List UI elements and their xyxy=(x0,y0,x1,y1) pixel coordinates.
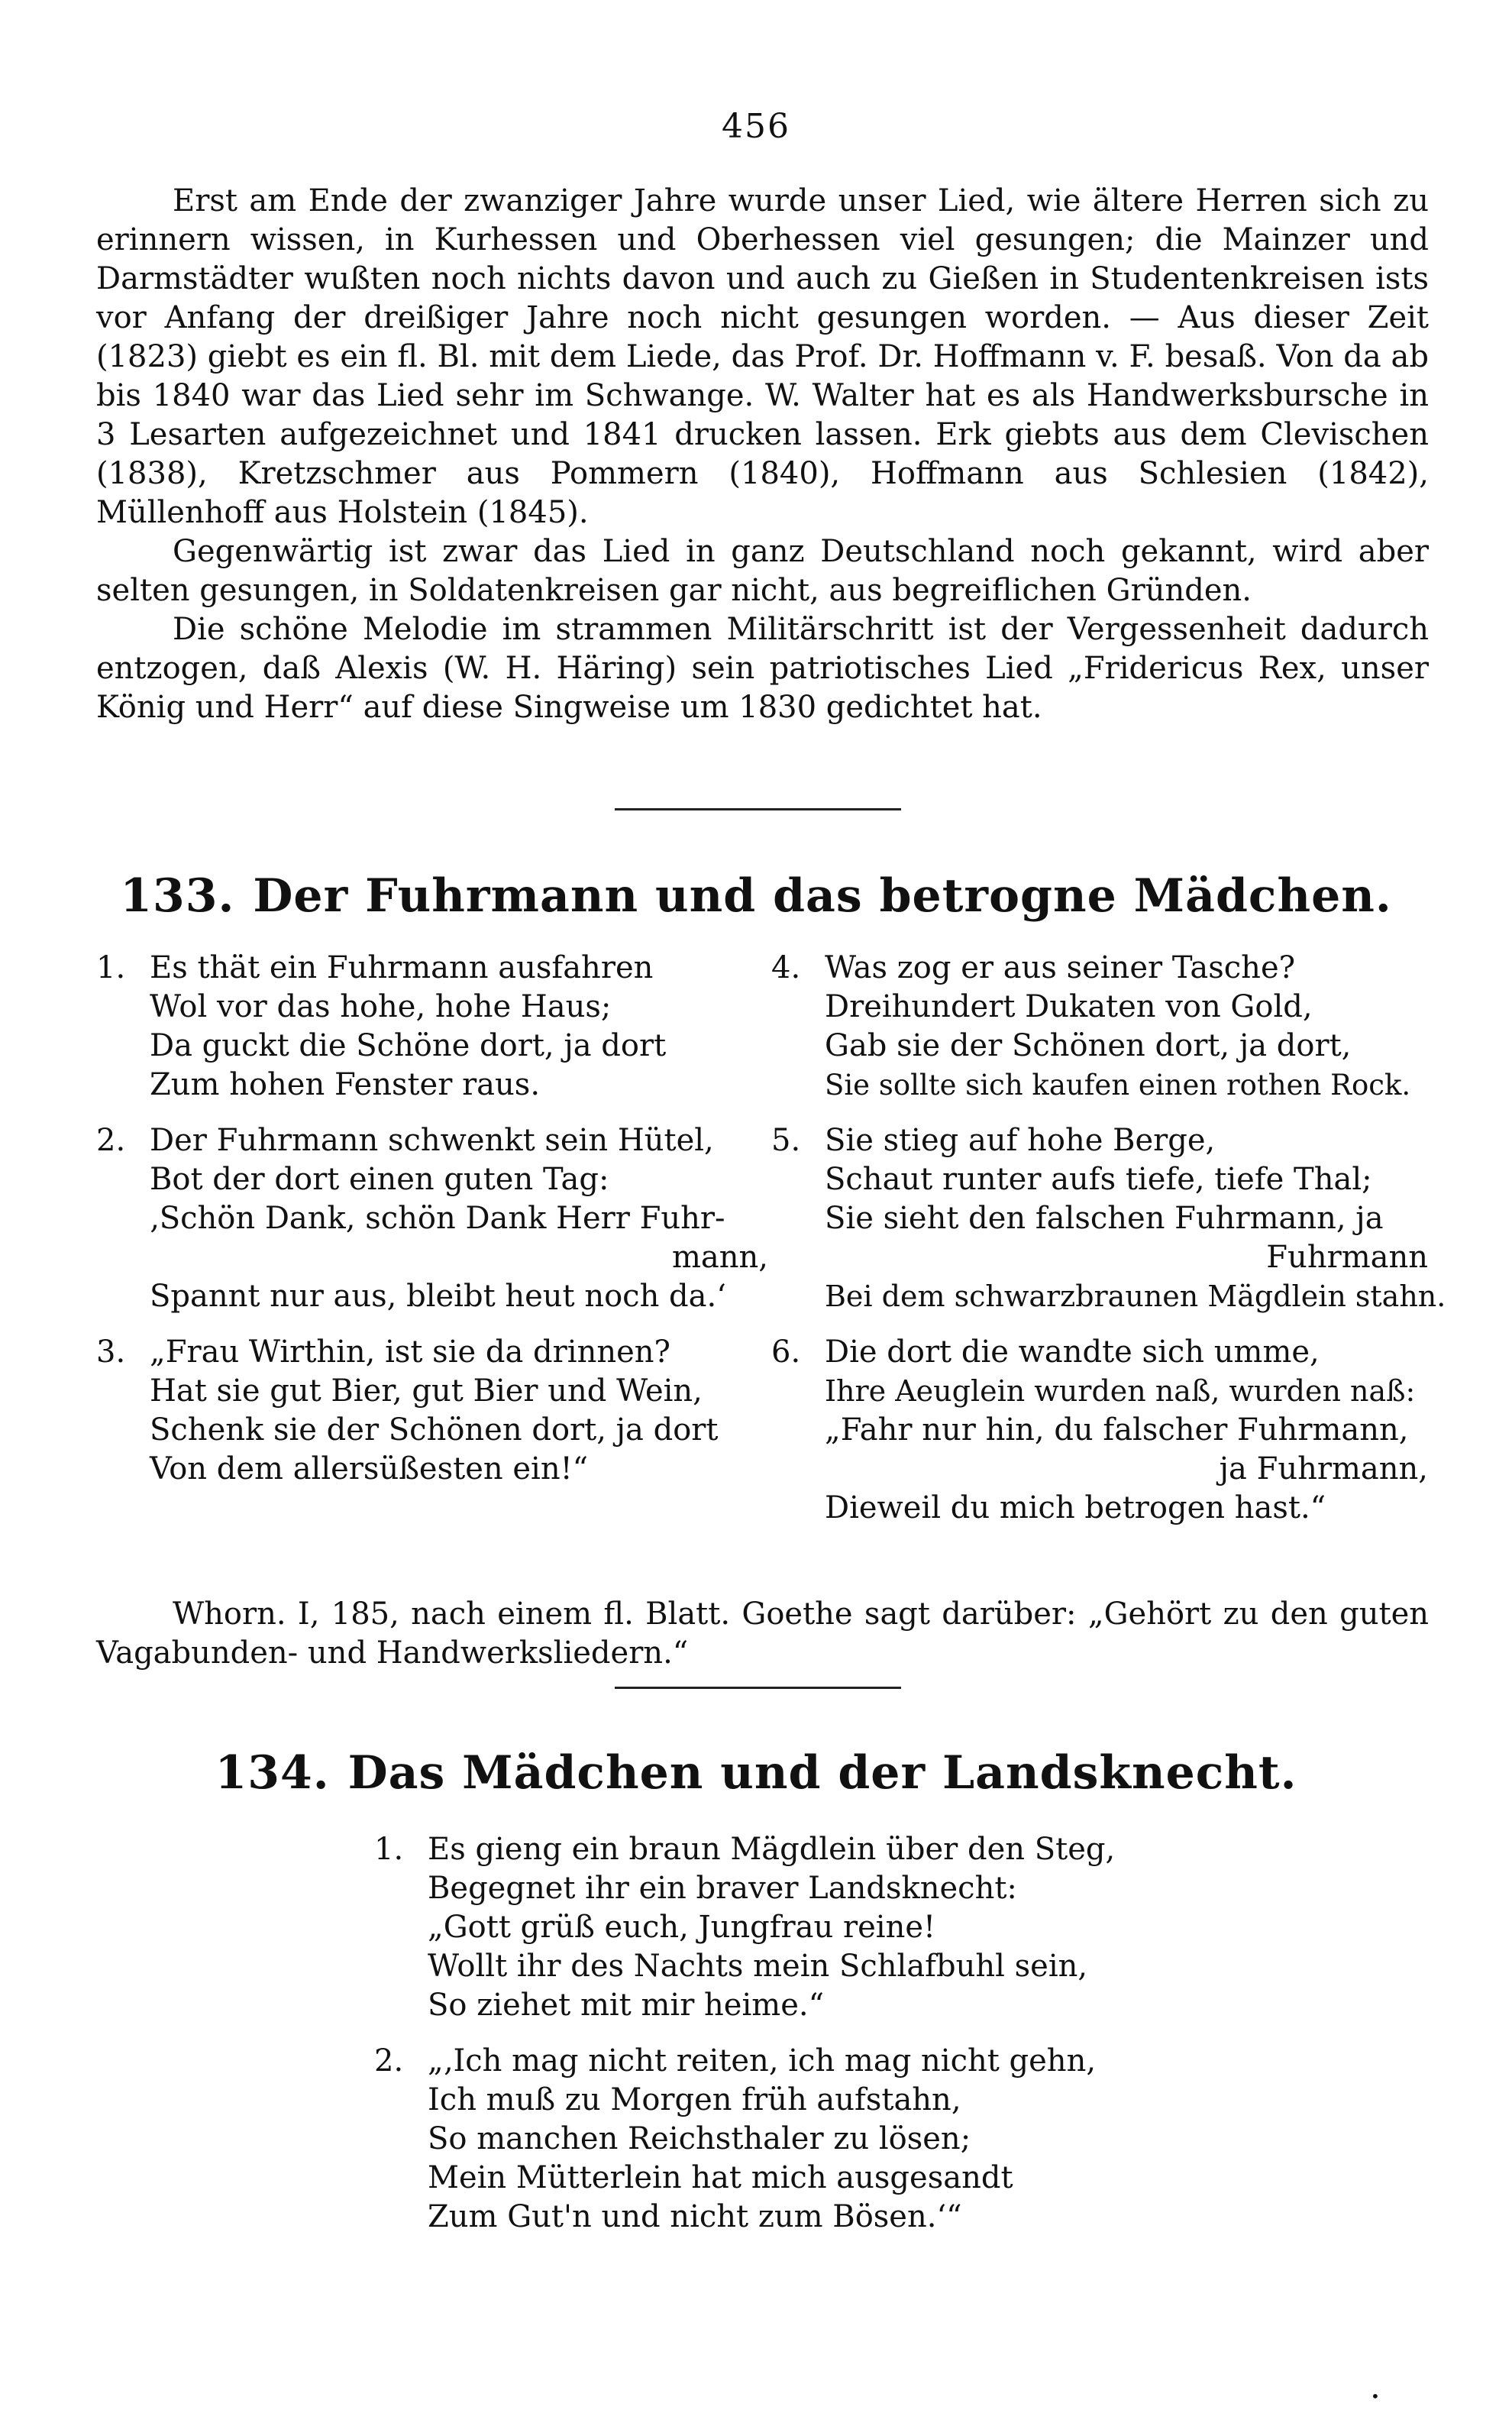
verse-line: So manchen Reichsthaler zu lösen; xyxy=(428,2121,971,2156)
verse-line: Es thät ein Fuhrmann ausfahren xyxy=(150,950,654,985)
verse-number: 2. xyxy=(96,1123,126,1158)
verse-line: Sie stieg auf hohe Berge, xyxy=(825,1123,1216,1158)
song-134-number: 134. xyxy=(215,1746,330,1800)
song-134-column xyxy=(374,1830,1214,2253)
verse-line: Wol vor das hohe, hohe Haus; xyxy=(150,989,612,1024)
song-133-number: 133. xyxy=(120,869,235,923)
verse-line: Spannt nur aus, bleibt heut noch da.‘ xyxy=(150,1279,726,1314)
verse-line: „Fahr nur hin, du falscher Fuhrmann, xyxy=(825,1412,1409,1448)
verse-5 xyxy=(771,1121,1446,1316)
intro-paragraph-2: Gegenwärtig ist zwar das Lied in ganz Deutschland noch gekannt, wird aber selten gesungen, in Soldatenkreisen gar nicht, aus begreiflichen Gründen. xyxy=(96,534,1429,608)
verse-line: Zum Gut'n und nicht zum Bösen.‘“ xyxy=(428,2199,962,2234)
verse-line: ‚Schön Dank, schön Dank Herr Fuhr- xyxy=(150,1201,725,1236)
print-mark: • xyxy=(1371,2387,1380,2405)
divider-1 xyxy=(615,808,901,810)
verse-line: „‚Ich mag nicht reiten, ich mag nicht gehn, xyxy=(428,2043,1097,2079)
verse-line: Bot der dort einen guten Tag: xyxy=(150,1162,609,1197)
verse-line: Ihre Aeuglein wurden naß, wurden naß: xyxy=(825,1374,1416,1408)
intro-text xyxy=(96,182,1429,727)
verse-line: So ziehet mit mir heime.“ xyxy=(428,1988,825,2023)
verse-6 xyxy=(771,1333,1428,1528)
verse-line: Von dem allersüßesten ein!“ xyxy=(150,1451,589,1487)
verse-number: 1. xyxy=(374,1832,404,1867)
verse-line: Da guckt die Schöne dort, ja dort xyxy=(150,1028,667,1063)
verse-line: mann, xyxy=(671,1240,768,1275)
song-133-left-column xyxy=(96,949,768,1506)
verse-number: 3. xyxy=(96,1334,126,1370)
verse-line: Schaut runter aufs tiefe, tiefe Thal; xyxy=(825,1162,1372,1197)
verse-number: 2. xyxy=(374,2043,404,2079)
verse-line: Was zog er aus seiner Tasche? xyxy=(825,950,1296,985)
song-133-heading xyxy=(0,869,1512,923)
verse-2 xyxy=(374,2042,1214,2237)
divider-2 xyxy=(615,1687,901,1689)
verse-1 xyxy=(96,949,768,1105)
verse-line: Begegnet ihr ein braver Landsknecht: xyxy=(428,1871,1017,1906)
verse-number: 4. xyxy=(771,950,801,985)
verse-3 xyxy=(96,1333,768,1489)
song-133-right-column xyxy=(771,949,1446,1545)
song-134-heading xyxy=(0,1746,1512,1800)
verse-line: Fuhrmann xyxy=(1266,1240,1428,1275)
verse-line: Bei dem schwarzbraunen Mägdlein stahn. xyxy=(825,1279,1446,1313)
verse-line: Wollt ihr des Nachts mein Schlafbuhl sein, xyxy=(428,1949,1088,1984)
verse-2 xyxy=(96,1121,768,1316)
verse-line: Der Fuhrmann schwenkt sein Hütel, xyxy=(150,1123,714,1158)
song-133-title: Der Fuhrmann und das betrogne Mädchen. xyxy=(253,869,1392,923)
verse-line: Gab sie der Schönen dort, ja dort, xyxy=(825,1028,1352,1063)
verse-line: Die dort die wandte sich umme, xyxy=(825,1334,1320,1370)
verse-1 xyxy=(374,1830,1214,2025)
verse-line: „Gott grüß euch, Jungfrau reine! xyxy=(428,1910,936,1945)
verse-line: Schenk sie der Schönen dort, ja dort xyxy=(150,1412,719,1448)
verse-line: Dreihundert Dukaten von Gold, xyxy=(825,989,1313,1024)
verse-4 xyxy=(771,949,1428,1105)
verse-line: Sie sollte sich kaufen einen rothen Rock. xyxy=(825,1069,1411,1102)
song-134-title: Das Mädchen und der Landsknecht. xyxy=(347,1746,1297,1800)
verse-number: 1. xyxy=(96,950,126,985)
page-number: 456 xyxy=(722,107,790,146)
verse-line: Dieweil du mich betrogen hast.“ xyxy=(825,1490,1326,1525)
verse-line: Hat sie gut Bier, gut Bier und Wein, xyxy=(150,1373,703,1409)
verse-line: „Frau Wirthin, ist sie da drinnen? xyxy=(150,1334,670,1370)
verse-number: 6. xyxy=(771,1334,801,1370)
verse-line: Sie sieht den falschen Fuhrmann, ja xyxy=(825,1201,1384,1236)
song-133-source-note: Whorn. I, 185, nach einem fl. Blatt. Goethe sagt darüber: „Gehört zu den guten Vagabunden- und Handwerksliedern.“ xyxy=(96,1597,1429,1671)
intro-paragraph-1: Erst am Ende der zwanziger Jahre wurde unser Lied, wie ältere Herren sich zu erinnern wissen, in Kurhessen und Oberhessen viel gesungen; die Mainzer und Darmstädter wußten noch nichts davon und auch zu Gießen in Studentenkreisen ists vor Anfang der dreißiger Jahre noch nicht gesungen worden. — Aus dieser Zeit (1823) giebt es ein fl. Bl. mit dem Liede, das Prof. Dr. Hoffmann v. F. besaß. Von da ab bis 1840 war das Lied sehr im Schwange. W. Walter hat es als Handwerksbursche in 3 Lesarten aufgezeichnet und 1841 drucken lassen. Erk giebts aus dem Clevischen (1838), Kretzschmer aus Pommern (1840), Hoffmann aus Schlesien (1842), Müllenhoff aus Holstein (1845). xyxy=(96,183,1429,530)
intro-paragraph-3: Die schöne Melodie im strammen Militärschritt ist der Vergessenheit dadurch entzogen, daß Alexis (W. H. Häring) sein patriotisches Lied „Fridericus Rex, unser König und Herr“ auf diese Singweise um 1830 gedichtet hat. xyxy=(96,612,1429,725)
verse-line: Mein Mütterlein hat mich ausgesandt xyxy=(428,2160,1013,2195)
verse-line: Es gieng ein braun Mägdlein über den Steg, xyxy=(428,1832,1116,1867)
verse-number: 5. xyxy=(771,1123,801,1158)
verse-line: Ich muß zu Morgen früh aufstahn, xyxy=(428,2082,961,2117)
verse-line: ja Fuhrmann, xyxy=(1219,1451,1428,1487)
verse-line: Zum hohen Fenster raus. xyxy=(150,1067,541,1102)
